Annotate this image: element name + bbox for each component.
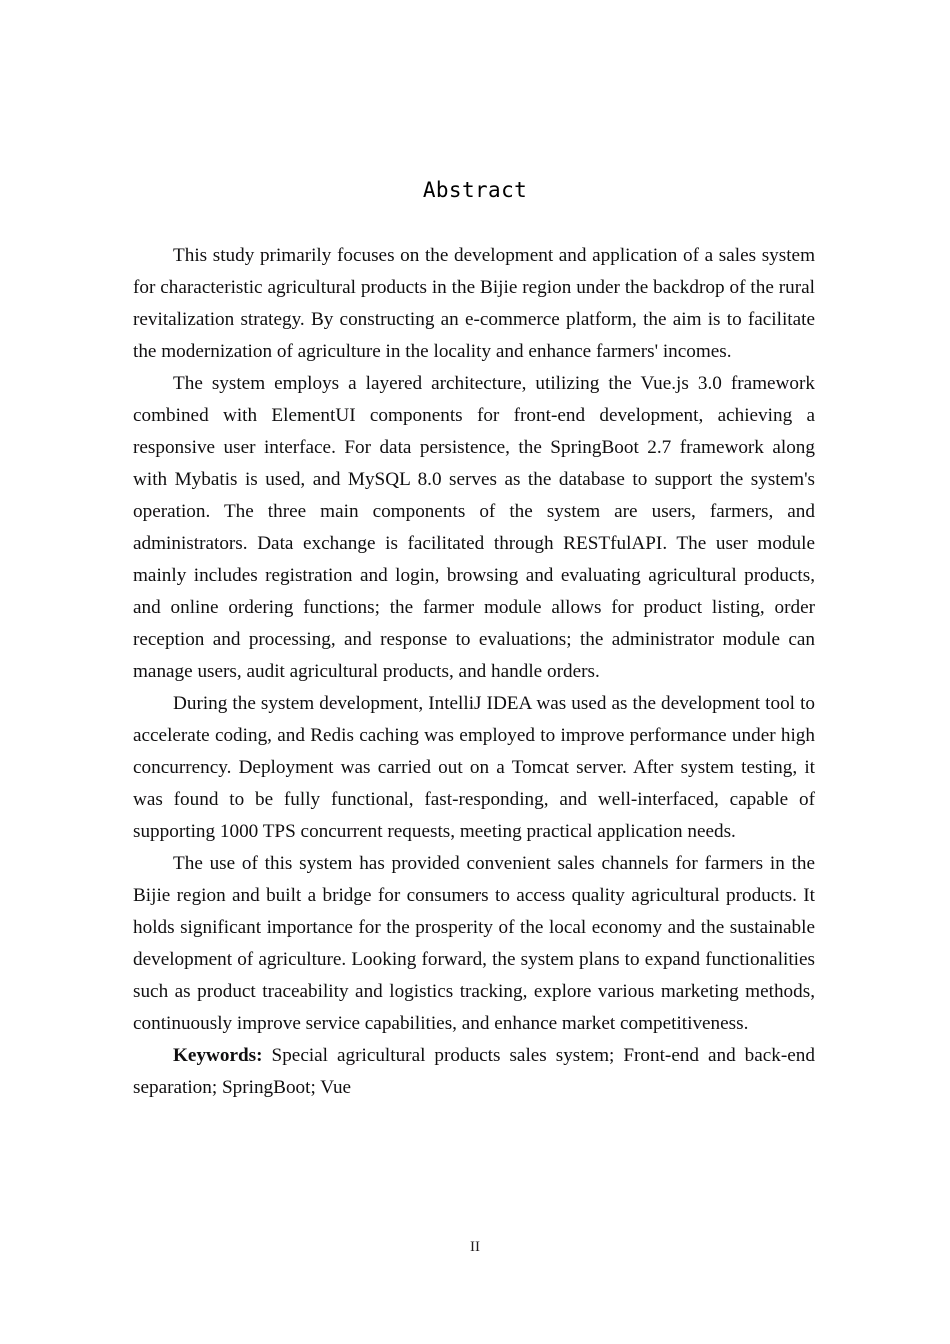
keywords-value: Special agricultural products sales system; Front-end and back-end separation; SpringBoot; Vue bbox=[133, 1045, 815, 1098]
abstract-paragraph-4: The use of this system has provided convenient sales channels for farmers in the Bijie region and built a bridge for consumers to access quality agricultural products. It holds significant importance for the prosperity of the local economy and the sustainable development of agriculture. Looking forward, the system plans to expand functionalities such as product traceability and logistics tracking, explore various marketing methods, continuously improve service capabilities, and enhance market competitiveness. bbox=[133, 853, 815, 1034]
page-title: Abstract bbox=[422, 178, 528, 203]
page-number: II bbox=[470, 1239, 480, 1255]
keywords-paragraph bbox=[133, 1040, 815, 1104]
abstract-body bbox=[133, 240, 815, 1104]
abstract-paragraph-2: The system employs a layered architecture, utilizing the Vue.js 3.0 framework combined with ElementUI components for front-end development, achieving a responsive user interface. For data persistence, the SpringBoot 2.7 framework along with Mybatis is used, and MySQL 8.0 serves as the database to support the system's operation. The three main components of the system are users, farmers, and administrators. Data exchange is facilitated through RESTfulAPI. The user module mainly includes registration and login, browsing and evaluating agricultural products, and online ordering functions; the farmer module allows for product listing, order reception and processing, and response to evaluations; the administrator module can manage users, audit agricultural products, and handle orders. bbox=[133, 373, 815, 682]
keywords-label: Keywords: bbox=[173, 1045, 263, 1066]
abstract-paragraph-3: During the system development, IntelliJ IDEA was used as the development tool to accelerate coding, and Redis caching was employed to improve performance under high concurrency. Deployment was carried out on a Tomcat server. After system testing, it was found to be fully functional, fast-responding, and well-interfaced, capable of supporting 1000 TPS concurrent requests, meeting practical application needs. bbox=[133, 693, 815, 842]
abstract-paragraph-1: This study primarily focuses on the development and application of a sales system for characteristic agricultural products in the Bijie region under the backdrop of the rural revitalization strategy. By constructing an e-commerce platform, the aim is to facilitate the modernization of agriculture in the locality and enhance farmers' incomes. bbox=[133, 245, 815, 362]
